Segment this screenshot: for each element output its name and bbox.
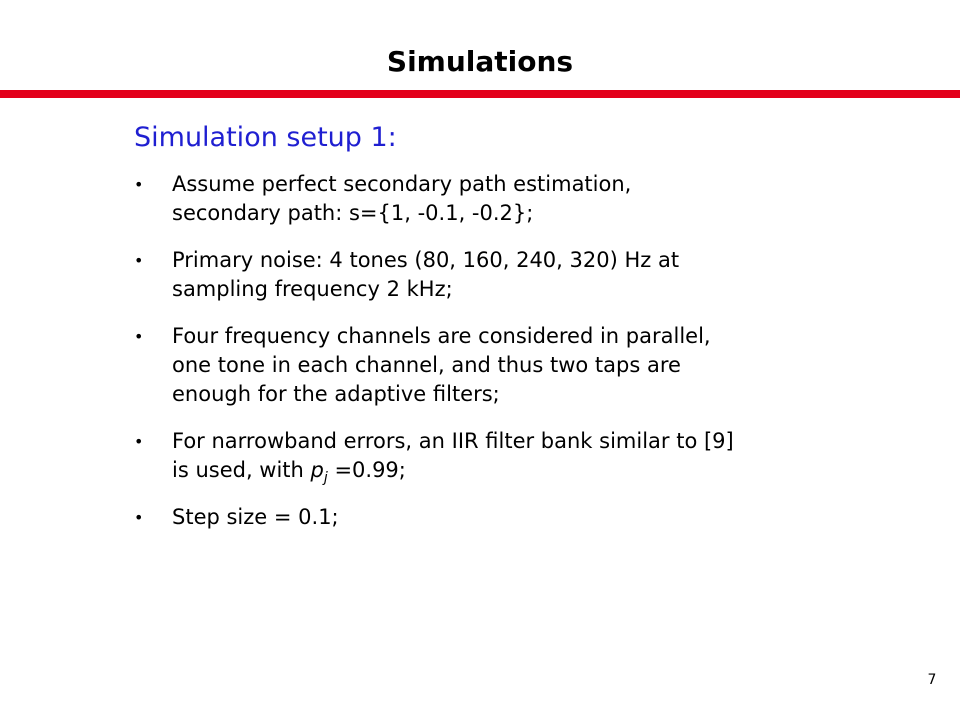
bullet-line: Four frequency channels are considered in parallel, [172,324,711,348]
bullet-text [172,503,834,532]
variable-p: p [310,458,324,482]
bullet-text [172,170,834,228]
bullet-line: secondary path: s={1, -0.1, -0.2}; [172,201,534,225]
bullet-list [134,170,834,550]
bullet-line: Primary noise: 4 tones (80, 160, 240, 320) Hz at [172,248,680,272]
bullet-line [172,456,834,485]
bullet-text-suffix: =0.99; [327,458,406,482]
bullet-text [172,246,834,304]
subscript-j-text: j [323,470,328,486]
bullet-item-narrowband-errors [134,427,834,485]
bullet-text [172,322,834,409]
title-divider [0,90,960,98]
bullet-icon: • [134,251,144,270]
setup-heading: Simulation setup 1: [134,122,397,153]
bullet-text-prefix: is used, with [172,458,311,482]
bullet-item-frequency-channels [134,322,834,409]
bullet-line: enough for the adaptive filters; [172,382,500,406]
bullet-item-primary-noise [134,246,834,304]
bullet-item-secondary-path [134,170,834,228]
page-number: 7 [927,672,937,688]
bullet-text [172,427,834,485]
bullet-line: Assume perfect secondary path estimation, [172,172,632,196]
bullet-icon: • [134,175,144,194]
bullet-line: sampling frequency 2 kHz; [172,277,453,301]
bullet-icon: • [134,508,144,527]
bullet-line: Step size = 0.1; [172,505,339,529]
bullet-icon: • [134,432,144,451]
bullet-icon: • [134,327,144,346]
bullet-line: For narrowband errors, an IIR filter bank similar to [9] [172,429,734,453]
bullet-line: one tone in each channel, and thus two taps are [172,353,681,377]
slide-title: Simulations [386,45,574,78]
bullet-item-step-size [134,503,834,532]
